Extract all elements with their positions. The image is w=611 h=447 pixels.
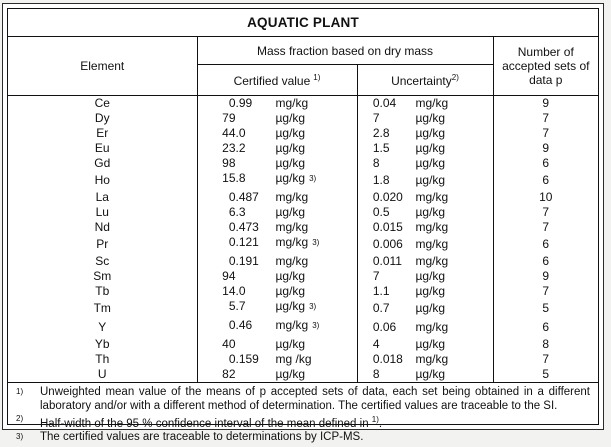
table-row — [8, 96, 598, 112]
value-unit: mg/kg — [275, 96, 309, 110]
uncertainty-cell — [357, 111, 493, 126]
value-integer: 15 — [222, 171, 236, 185]
value-fraction: .5 — [379, 205, 390, 219]
sets-count-cell: 6 — [493, 254, 598, 269]
document-frame — [2, 3, 604, 444]
sets-count-cell: 7 — [493, 352, 598, 367]
table-row — [8, 235, 598, 254]
uncertainty-cell — [357, 190, 493, 205]
column-header-mass-fraction: Mass fraction based on dry mass — [197, 37, 493, 65]
table-row — [8, 205, 598, 220]
value-integer: 8 — [372, 156, 380, 170]
footnote-ref-3: 3) — [312, 238, 320, 247]
certified-value-cell — [197, 171, 357, 190]
value-fraction: .7 — [235, 299, 246, 313]
element-cell: Tm — [93, 301, 111, 315]
sets-count-cell: 5 — [493, 367, 598, 382]
value-unit: mg/kg — [275, 318, 309, 332]
value-integer: 1 — [372, 141, 380, 155]
value-unit: µg/kg — [415, 205, 446, 219]
certified-value-cell — [197, 126, 357, 141]
value-unit: µg/kg — [275, 367, 306, 381]
sets-count-cell: 9 — [493, 141, 598, 156]
table-row — [8, 299, 598, 318]
value-integer: 5 — [228, 299, 236, 313]
element-cell: La — [95, 190, 109, 204]
value-fraction: .487 — [235, 190, 259, 204]
value-unit: µg/kg — [275, 337, 306, 351]
sets-count-cell: 7 — [493, 220, 598, 235]
value-integer: 0 — [228, 235, 236, 249]
certified-value-cell — [197, 205, 357, 220]
column-header-number-of-sets: Number of accepted sets of data p — [493, 37, 598, 96]
data-table — [8, 9, 598, 382]
value-integer: 8 — [372, 367, 380, 381]
value-unit: mg/kg — [275, 190, 309, 204]
value-fraction: .2 — [235, 141, 246, 155]
value-fraction: .1 — [379, 284, 390, 298]
footnote: 2) Half-width of the 95 % confidence interval of the mean defined in $^{1)}$. — [16, 414, 383, 430]
certified-value-cell — [197, 156, 357, 171]
value-fraction: .04 — [379, 96, 397, 110]
value-fraction: .015 — [379, 220, 403, 234]
value-integer: 2 — [372, 126, 380, 140]
sets-count-cell: 6 — [493, 171, 598, 190]
value-fraction: .006 — [379, 237, 403, 251]
uncertainty-cell — [357, 220, 493, 235]
uncertainty-cell — [357, 318, 493, 337]
certified-value-cell — [197, 318, 357, 337]
value-unit: mg/kg — [415, 220, 449, 234]
value-integer: 6 — [228, 205, 236, 219]
certified-value-cell — [197, 254, 357, 269]
uncertainty-cell — [357, 126, 493, 141]
value-unit: µg/kg — [415, 269, 446, 283]
value-integer: 0 — [372, 301, 380, 315]
value-fraction: .8 — [379, 126, 390, 140]
certified-value-cell — [197, 96, 357, 112]
value-integer: 0 — [228, 318, 236, 332]
table-title: AQUATIC PLANT — [8, 9, 598, 37]
table-row — [8, 254, 598, 269]
table-row — [8, 220, 598, 235]
element-cell: Yb — [94, 337, 110, 351]
element-cell: Th — [95, 352, 110, 366]
footnote-ref-3: 3) — [312, 321, 320, 330]
value-fraction: .191 — [235, 254, 259, 268]
sets-count-cell: 9 — [493, 96, 598, 112]
certified-value-cell — [197, 141, 357, 156]
footnote: 3) The certified values are traceable to determinations by ICP-MS. — [16, 431, 364, 444]
value-fraction: .0 — [235, 126, 246, 140]
value-integer: 0 — [228, 352, 236, 366]
value-integer: 4 — [372, 337, 380, 351]
value-unit: mg/kg — [415, 254, 449, 268]
footnote: 1) Unweighted mean value of the means of p accepted sets of data, each set being obtained in a different laboratory and/or with a different method of determination. The certified values are traceable to the SI. — [16, 386, 590, 412]
uncertainty-cell — [357, 205, 493, 220]
certified-value-cell — [197, 299, 357, 318]
column-header-uncertainty — [357, 65, 493, 96]
table-row — [8, 352, 598, 367]
value-integer: 98 — [222, 156, 236, 170]
value-integer: 79 — [222, 111, 236, 125]
certified-value-cell — [197, 367, 357, 382]
value-integer: 0 — [372, 205, 380, 219]
table-row — [8, 190, 598, 205]
value-fraction: .121 — [235, 235, 259, 249]
uncertainty-cell — [357, 254, 493, 269]
value-unit: µg/kg — [415, 301, 446, 315]
value-unit: µg/kg — [415, 367, 446, 381]
element-cell: Lu — [95, 205, 109, 219]
value-unit: µg/kg — [415, 156, 446, 170]
element-cell: Y — [98, 320, 107, 334]
value-unit: µg/kg — [415, 337, 446, 351]
footnote-marker: 3) — [16, 432, 24, 442]
value-integer: 0 — [372, 190, 380, 204]
value-unit: mg/kg — [415, 96, 449, 110]
value-unit: µg/kg — [275, 284, 306, 298]
sets-count-cell: 6 — [493, 156, 598, 171]
table-row — [8, 141, 598, 156]
footnote-ref-3: 3) — [309, 174, 317, 183]
value-fraction: .3 — [235, 205, 246, 219]
sets-count-cell: 9 — [493, 269, 598, 284]
sets-count-cell: 10 — [493, 190, 598, 205]
value-integer: 82 — [222, 367, 236, 381]
value-fraction: .159 — [235, 352, 259, 366]
value-integer: 94 — [222, 269, 236, 283]
table-row — [8, 126, 598, 141]
sets-count-cell: 8 — [493, 337, 598, 352]
value-integer: 0 — [372, 96, 380, 110]
value-fraction: .020 — [379, 190, 403, 204]
footnote-ref-1: 1) — [313, 72, 321, 82]
column-header-element: Element — [8, 37, 197, 96]
table-row — [8, 269, 598, 284]
value-fraction: .5 — [379, 141, 390, 155]
value-unit: mg/kg — [415, 352, 449, 366]
uncertainty-cell — [357, 235, 493, 254]
column-header-certified-value — [197, 65, 357, 96]
value-integer: 0 — [372, 320, 380, 334]
uncertainty-cell — [357, 352, 493, 367]
element-cell: Dy — [94, 111, 110, 125]
uncertainty-cell — [357, 269, 493, 284]
element-cell: Pr — [96, 237, 109, 251]
element-cell: Sm — [93, 269, 112, 283]
certified-values-table — [7, 8, 599, 444]
element-cell: Ho — [94, 173, 110, 187]
value-integer: 40 — [222, 337, 236, 351]
element-cell: U — [97, 367, 107, 381]
value-integer: 14 — [222, 284, 236, 298]
certified-value-cell — [197, 284, 357, 299]
footnote-ref-2: 2) — [451, 72, 459, 82]
element-cell: Tb — [95, 284, 110, 298]
value-unit: µg/kg — [415, 173, 446, 187]
element-cell: Sc — [95, 254, 110, 268]
value-integer: 1 — [372, 284, 380, 298]
value-unit: mg/kg — [275, 220, 309, 234]
footnote-ref-3: 3) — [309, 302, 317, 311]
value-fraction: .99 — [235, 96, 253, 110]
certified-value-cell — [197, 269, 357, 284]
value-integer: 0 — [228, 220, 236, 234]
value-unit: µg/kg — [415, 141, 446, 155]
value-unit: µg/kg — [275, 111, 306, 125]
value-integer: 0 — [228, 190, 236, 204]
value-unit: mg/kg — [415, 237, 449, 251]
sets-count-cell: 7 — [493, 205, 598, 220]
value-integer: 23 — [222, 141, 236, 155]
value-integer: 7 — [372, 111, 380, 125]
uncertainty-cell — [357, 299, 493, 318]
value-unit: µg/kg — [275, 141, 306, 155]
uncertainty-cell — [357, 337, 493, 352]
uncertainty-cell — [357, 96, 493, 112]
value-fraction: .018 — [379, 352, 403, 366]
element-cell: Gd — [94, 156, 111, 170]
value-integer: 0 — [228, 254, 236, 268]
footnotes-section — [8, 382, 598, 447]
value-integer: 44 — [222, 126, 236, 140]
element-cell: Eu — [94, 141, 110, 155]
sets-count-cell: 7 — [493, 111, 598, 126]
value-fraction: .06 — [379, 320, 397, 334]
sets-count-cell: 6 — [493, 318, 598, 337]
certified-value-cell — [197, 352, 357, 367]
value-fraction: .46 — [235, 318, 253, 332]
certified-value-cell — [197, 220, 357, 235]
value-unit: µg/kg — [275, 205, 306, 219]
uncertainty-cell — [357, 367, 493, 382]
certified-value-cell — [197, 235, 357, 254]
table-header — [8, 9, 598, 96]
value-unit: mg /kg — [275, 352, 312, 366]
value-unit: µg/kg — [275, 299, 306, 313]
table-row — [8, 367, 598, 382]
value-fraction: .8 — [235, 171, 246, 185]
value-unit: µg/kg — [275, 171, 306, 185]
table-row — [8, 318, 598, 337]
certified-value-cell — [197, 337, 357, 352]
uncertainty-cell — [357, 156, 493, 171]
footnote-marker: 2) — [16, 414, 24, 423]
uncertainty-cell — [357, 171, 493, 190]
value-fraction: .8 — [379, 173, 390, 187]
uncertainty-cell — [357, 141, 493, 156]
value-unit: µg/kg — [275, 126, 306, 140]
value-fraction: .473 — [235, 220, 259, 234]
value-integer: 0 — [372, 237, 380, 251]
table-row — [8, 156, 598, 171]
value-unit: µg/kg — [275, 269, 306, 283]
uncertainty-label: Uncertainty — [391, 73, 452, 88]
table-row — [8, 284, 598, 299]
table-body — [8, 96, 598, 383]
value-integer: 0 — [372, 220, 380, 234]
footnote-marker: 1) — [16, 387, 24, 396]
table-row — [8, 111, 598, 126]
table-row — [8, 337, 598, 352]
uncertainty-cell — [357, 284, 493, 299]
value-unit: µg/kg — [415, 111, 446, 125]
sets-count-cell: 7 — [493, 284, 598, 299]
value-unit: mg/kg — [275, 235, 309, 249]
value-unit: mg/kg — [275, 254, 309, 268]
element-cell: Nd — [94, 220, 110, 234]
element-cell: Ce — [94, 96, 110, 110]
value-fraction: .7 — [379, 301, 390, 315]
value-unit: µg/kg — [415, 284, 446, 298]
value-integer: 0 — [372, 352, 380, 366]
sets-count-cell: 6 — [493, 235, 598, 254]
table-row — [8, 171, 598, 190]
value-unit: mg/kg — [415, 190, 449, 204]
value-unit: µg/kg — [275, 156, 306, 170]
value-integer: 0 — [372, 254, 380, 268]
certified-value-cell — [197, 111, 357, 126]
certified-value-label: Certified value — [233, 73, 311, 88]
element-cell: Er — [96, 126, 109, 140]
footnote-inline-ref: 1) — [371, 415, 379, 424]
certified-value-cell — [197, 190, 357, 205]
value-fraction: .011 — [379, 254, 402, 268]
value-unit: mg/kg — [415, 320, 449, 334]
value-unit: µg/kg — [415, 126, 446, 140]
value-integer: 0 — [228, 96, 236, 110]
sets-count-cell: 7 — [493, 126, 598, 141]
sets-count-cell: 5 — [493, 299, 598, 318]
value-integer: 7 — [372, 269, 380, 283]
value-integer: 1 — [372, 173, 380, 187]
value-fraction: .0 — [235, 284, 246, 298]
